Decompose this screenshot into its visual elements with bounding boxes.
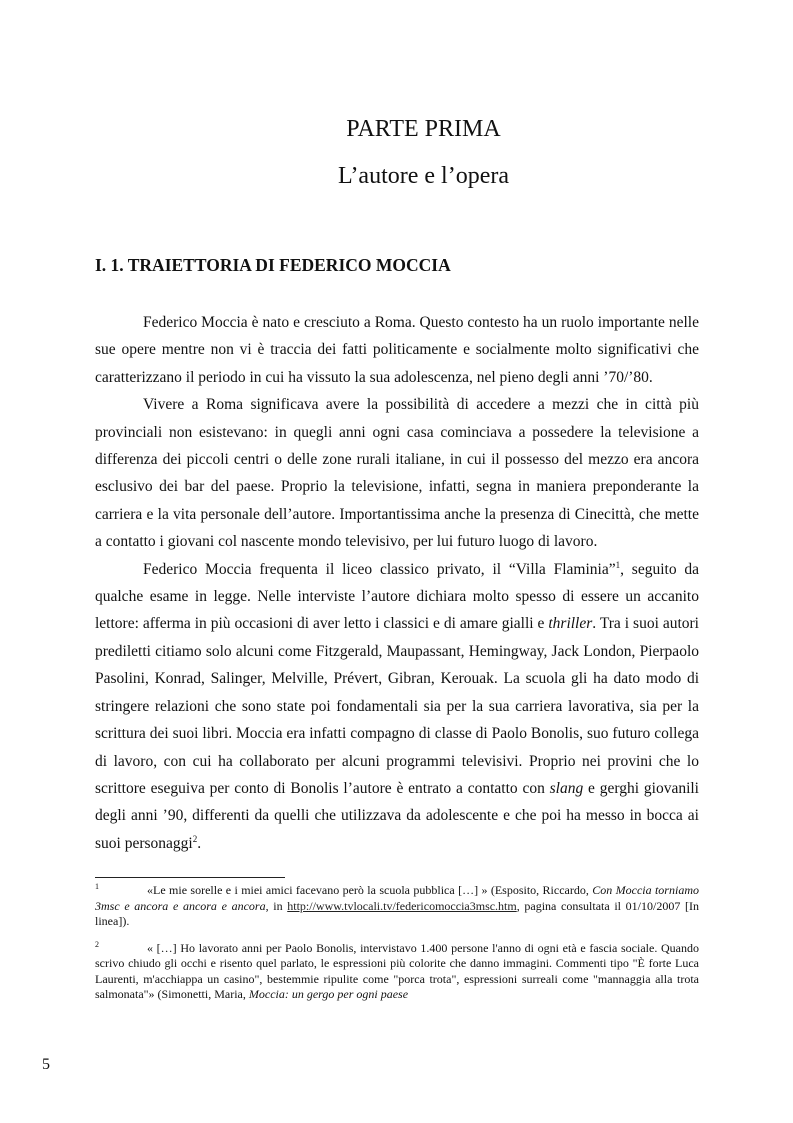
footnote-text: , pagina consultata il 01/10/2007 [In linea]). <box>95 898 699 928</box>
paragraph-3-text: . Tra i suoi autori prediletti citiamo solo alcuni come Fitzgerald, Maupassant, Hemingway, Jack London, Pierpaolo Pasolini, Konrad, Salinger, Melville, Prévert, Gibran, Kerouak. La scuola gli ha dato modo di stringere relazioni che sono state poi fondamentali sia per la sua carriera lavorativa, sia per la scrittura dei suoi libri. Moccia era infatti compagno di classe di Paolo Bonolis, suo futuro collega di lavoro, con cui ha collaborato per alcuni programmi televisivi. Proprio nei provini che lo scrittore eseguiva per conto di Bonolis l’autore è entrato a contatto con <box>95 615 699 797</box>
footnote-link[interactable]: http://www.tvlocali.tv/federicomoccia3msc.htm <box>287 898 517 913</box>
footnote-text: « […] Ho lavorato anni per Paolo Bonolis, intervistavo 1.400 persone l'anno di ogni età e fascia sociale. Quando scrivo chiudo gli occhi e risento quel parlato, le espressioni più colorite che danno immagini. Commenti tipo "È forte Luca Laurenti, m'acchiappa un casino", bestemmie ripulite come "porca trota", espressioni surreali come "mannaggia alla trota salmonata"» (Simonetti, Maria, <box>95 940 699 1001</box>
paragraph-3-text: . <box>197 834 202 852</box>
paragraph-2: Vivere a Roma significava avere la possibilità di accedere a mezzi che in città più provinciali non esistevano: in quegli anni ogni casa cominciava a possedere la televisione a differenza dei piccoli centri o delle zone rurali italiane, in cui il possesso del mezzo era ancora esclusivo dei bar del paese. Proprio la televisione, infatti, segna in maniera preponderante la carriera e la vita personale dell’autore. Importantissima anche la presenza di Cinecittà, che mette a contatto i giovani col nascente mondo televisivo, per lui futuro luogo di lavoro. <box>95 396 699 551</box>
paragraph-1: Federico Moccia è nato e cresciuto a Roma. Questo contesto ha un ruolo importante nelle sue opere mentre non vi è traccia dei fatti politicamente e socialmente molto significativi che caratterizzano il periodo in cui ha vissuto la sua adolescenza, nel pieno degli anni ’70/’80. <box>95 314 699 386</box>
footnote-2: 2 « […] Ho lavorato anni per Paolo Bonolis, intervistavo 1.400 persone l'anno di ogni età e fascia sociale. Quando scrivo chiudo gli occhi e risento quel parlato, le espressioni più colorite che danno immagini. Commenti tipo "È forte Luca Laurenti, m'acchiappa un casino", bestemmie ripulite come "porca trota", espressioni surreali come "mannaggia alla trota salmonata"» (Simonetti, Maria, Moccia: un gergo per ogni paese <box>95 939 699 1001</box>
footnote-ref-1[interactable]: 1 <box>615 559 621 570</box>
body-text <box>95 309 699 857</box>
footnote-text: «Le mie sorelle e i miei amici facevano però la scuola pubblica […] » (Esposito, Riccardo, <box>147 883 593 897</box>
footnote-divider <box>95 877 285 878</box>
section-heading: I. 1. TRAIETTORIA DI FEDERICO MOCCIA <box>95 255 451 275</box>
footnote-1: 1 «Le mie sorelle e i miei amici facevano però la scuola pubblica […] » (Esposito, Riccardo, Con Moccia torniamo 3msc e ancora e ancora e ancora, in http://www.tvlocali.tv/federicomoccia3msc.htm, pagina consultata il 01/10/2007 [In linea]). <box>95 882 699 928</box>
footnotes <box>95 883 699 1014</box>
page-number: 5 <box>42 1056 50 1073</box>
paragraph-3-emphasis: thriller <box>548 615 593 633</box>
paragraph-3-emphasis: slang <box>549 779 584 797</box>
paragraph-3-text: Federico Moccia frequenta il liceo classico privato, il “Villa Flaminia” <box>143 560 616 578</box>
part-subtitle: L’autore e l’opera <box>337 163 510 189</box>
footnote-title: Moccia: un gergo per ogni paese <box>248 987 409 1001</box>
footnote-ref-2[interactable]: 2 <box>192 833 198 844</box>
part-title: PARTE PRIMA <box>346 116 501 142</box>
footnote-title: Con Moccia torniamo 3msc e ancora e ancora e ancora <box>95 883 699 913</box>
paragraph-3 <box>95 556 699 857</box>
footnote-text: , in <box>265 898 288 913</box>
paragraph-3-text: , seguito da qualche esame in legge. Nelle interviste l’autore dichiara molto spesso di essere un accanito lettore: afferma in più occasioni di aver letto i classici e di amare gialli e <box>95 560 700 633</box>
paragraph-3-text: e gerghi giovanili degli anni ’90, differenti da quelli che utilizzava da adolescente e che poi ha messo in bocca ai suoi personaggi <box>95 779 699 852</box>
